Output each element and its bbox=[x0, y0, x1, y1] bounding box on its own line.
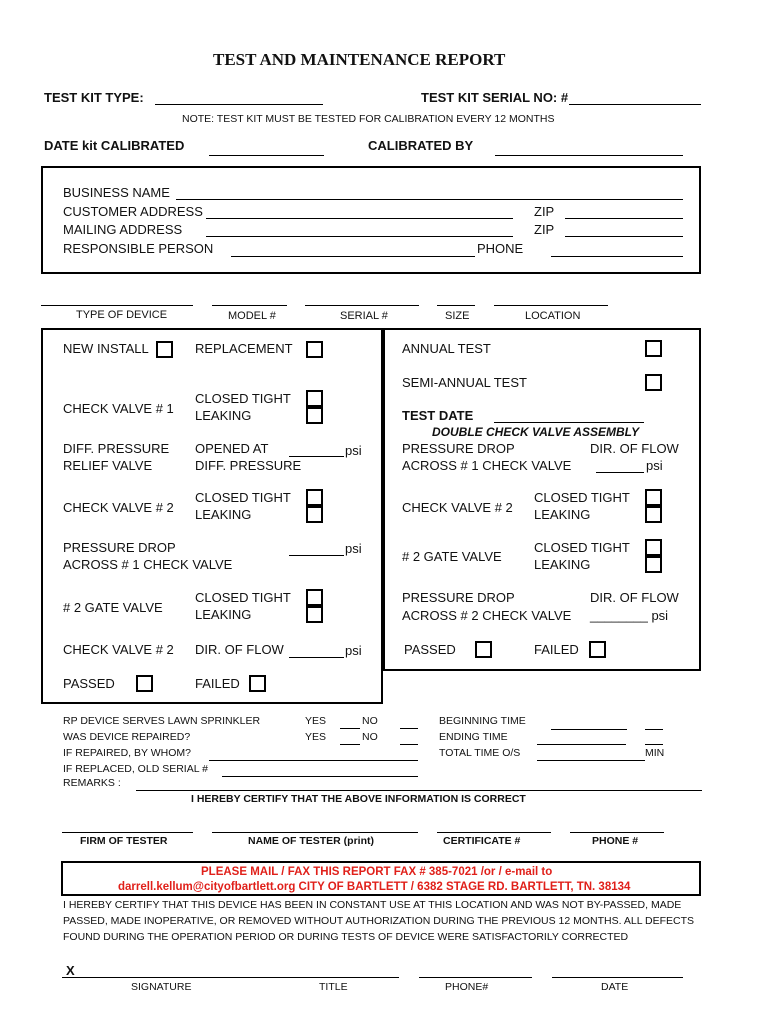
cv2-leaking-label: LEAKING bbox=[195, 507, 252, 522]
dca-gate-valve-2-label: # 2 GATE VALVE bbox=[402, 549, 502, 564]
dca-across-1-label: ACROSS # 1 CHECK VALVE bbox=[402, 458, 572, 473]
dca-pressure-drop-label: PRESSURE DROP bbox=[402, 441, 515, 456]
customer-phone-field[interactable] bbox=[551, 256, 683, 257]
dca-dir-flow-label-1: DIR. OF FLOW bbox=[590, 441, 679, 456]
gv2-leaking-label: LEAKING bbox=[195, 607, 252, 622]
annual-test-label: ANNUAL TEST bbox=[402, 341, 491, 356]
dca-gv2-closed-tight-label: CLOSED TIGHT bbox=[534, 540, 630, 555]
dca-cv2-leaking-checkbox[interactable] bbox=[645, 506, 662, 523]
signature-field[interactable] bbox=[62, 977, 399, 978]
calibrated-by-label: CALIBRATED BY bbox=[368, 138, 474, 153]
signature-x: X bbox=[66, 963, 75, 978]
device-type-label: TYPE OF DEVICE bbox=[76, 309, 168, 321]
phone-label: PHONE bbox=[477, 241, 524, 256]
test-kit-type-label: TEST KIT TYPE: bbox=[44, 90, 144, 105]
lawn-yes-field[interactable] bbox=[340, 728, 360, 729]
sig-phone-field[interactable] bbox=[419, 977, 532, 978]
passed-label: PASSED bbox=[63, 676, 115, 691]
opened-at-diff-label: DIFF. PRESSURE bbox=[195, 458, 302, 473]
repaired-no-field[interactable] bbox=[400, 744, 418, 745]
model-label: MODEL # bbox=[228, 310, 276, 322]
certificate-label: CERTIFICATE # bbox=[443, 835, 521, 847]
dca-psi-1: psi bbox=[646, 458, 663, 473]
gv2-closed-tight-checkbox[interactable] bbox=[306, 589, 323, 606]
beginning-time-label: BEGINNING TIME bbox=[439, 715, 526, 727]
tester-phone-field[interactable] bbox=[570, 832, 664, 833]
dca-across-2-label: ACROSS # 2 CHECK VALVE bbox=[402, 608, 572, 623]
pressure-drop-field[interactable] bbox=[289, 555, 344, 556]
title-label: TITLE bbox=[319, 981, 348, 993]
business-name-label: BUSINESS NAME bbox=[63, 185, 170, 200]
lawn-no-label: NO bbox=[362, 715, 378, 727]
remarks-field[interactable] bbox=[136, 790, 702, 791]
mailing-address-label: MAILING ADDRESS bbox=[63, 222, 183, 237]
relief-valve-label: RELIEF VALVE bbox=[63, 458, 153, 473]
dca-cv2-leaking-label: LEAKING bbox=[534, 507, 591, 522]
calibrated-by-field[interactable] bbox=[495, 155, 683, 156]
opened-at-field[interactable] bbox=[289, 456, 344, 457]
dca-cv2-closed-tight-checkbox[interactable] bbox=[645, 489, 662, 506]
dir-of-flow-label: DIR. OF FLOW bbox=[195, 642, 284, 657]
new-install-label: NEW INSTALL bbox=[63, 341, 149, 356]
sig-phone-label: PHONE# bbox=[445, 981, 489, 993]
dca-gv2-leaking-checkbox[interactable] bbox=[645, 556, 662, 573]
customer-zip-field[interactable] bbox=[565, 218, 683, 219]
business-name-field[interactable] bbox=[176, 199, 683, 200]
cv2-leaking-checkbox[interactable] bbox=[306, 506, 323, 523]
failed-label: FAILED bbox=[195, 676, 240, 691]
opened-at-psi: psi bbox=[345, 443, 362, 458]
failed-checkbox[interactable] bbox=[249, 675, 266, 692]
check-valve-2-label: CHECK VALVE # 2 bbox=[63, 500, 174, 515]
responsible-person-label: RESPONSIBLE PERSON bbox=[63, 241, 214, 256]
tester-name-label: NAME OF TESTER (print) bbox=[248, 835, 374, 847]
repaired-by-label: IF REPAIRED, BY WHOM? bbox=[63, 747, 191, 759]
signature-label: SIGNATURE bbox=[131, 981, 192, 993]
remarks-label: REMARKS : bbox=[63, 777, 121, 789]
certification-line-2: PASSED, MADE INOPERATIVE, OR REMOVED WITHOUT AUTHORIZATION DURING THE PREVIOUS 12 MONTHS. ALL DEFECTS bbox=[63, 915, 695, 927]
lawn-no-field[interactable] bbox=[400, 728, 418, 729]
gv2-leaking-checkbox[interactable] bbox=[306, 606, 323, 623]
tester-phone-label: PHONE # bbox=[592, 835, 639, 847]
repaired-yes-label: YES bbox=[305, 731, 327, 743]
zip-label-2: ZIP bbox=[534, 222, 555, 237]
old-serial-label: IF REPLACED, OLD SERIAL # bbox=[63, 763, 208, 775]
dca-gv2-closed-tight-checkbox[interactable] bbox=[645, 539, 662, 556]
opened-at-label: OPENED AT bbox=[195, 441, 269, 456]
ending-ampm-field[interactable] bbox=[645, 744, 663, 745]
mailing-address-field[interactable] bbox=[206, 236, 513, 237]
certificate-field[interactable] bbox=[437, 832, 551, 833]
page-title: TEST AND MAINTENANCE REPORT bbox=[213, 50, 506, 69]
customer-address-field[interactable] bbox=[206, 218, 513, 219]
check-valve-2-flow-label: CHECK VALVE # 2 bbox=[63, 642, 174, 657]
dca-passed-label: PASSED bbox=[404, 642, 456, 657]
date-calibrated-label: DATE kit CALIBRATED bbox=[44, 138, 185, 153]
dca-dir-flow-label-2: DIR. OF FLOW bbox=[590, 590, 679, 605]
ending-time-label: ENDING TIME bbox=[439, 731, 508, 743]
total-time-label: TOTAL TIME O/S bbox=[439, 747, 521, 759]
check-valve-1-label: CHECK VALVE # 1 bbox=[63, 401, 174, 416]
certification-line-1: I HEREBY CERTIFY THAT THIS DEVICE HAS BEEN IN CONSTANT USE AT THIS LOCATION AND WAS NOT BY-PASSED, MADE bbox=[63, 899, 682, 911]
certify-correct-statement: I HEREBY CERTIFY THAT THE ABOVE INFORMATION IS CORRECT bbox=[191, 793, 526, 805]
device-type-field[interactable] bbox=[41, 305, 193, 306]
cv2-closed-tight-label: CLOSED TIGHT bbox=[195, 490, 291, 505]
dca-pressure-drop-2-label: PRESSURE DROP bbox=[402, 590, 515, 605]
dir-of-flow-psi: psi bbox=[345, 643, 362, 658]
new-install-checkbox[interactable] bbox=[156, 341, 173, 358]
lawn-yes-label: YES bbox=[305, 715, 327, 727]
replacement-checkbox[interactable] bbox=[306, 341, 323, 358]
replacement-label: REPLACEMENT bbox=[195, 341, 293, 356]
tester-name-field[interactable] bbox=[212, 832, 418, 833]
dca-psi-2-field[interactable]: ________ psi bbox=[590, 608, 669, 623]
dca-failed-checkbox[interactable] bbox=[589, 641, 606, 658]
diff-pressure-label: DIFF. PRESSURE bbox=[63, 441, 170, 456]
gv2-closed-tight-label: CLOSED TIGHT bbox=[195, 590, 291, 605]
beginning-ampm-field[interactable] bbox=[645, 729, 663, 730]
customer-address-label: CUSTOMER ADDRESS bbox=[63, 204, 203, 219]
mail-line-2: darrell.kellum@cityofbartlett.org CITY OF BARTLETT / 6382 STAGE RD. BARTLETT, TN. 38134 bbox=[118, 881, 631, 893]
cv1-leaking-label: LEAKING bbox=[195, 408, 252, 423]
ending-time-field[interactable] bbox=[537, 744, 626, 745]
model-field[interactable] bbox=[212, 305, 287, 306]
dca-cv2-closed-tight-label: CLOSED TIGHT bbox=[534, 490, 630, 505]
test-kit-serial-label: TEST KIT SERIAL NO: # bbox=[421, 90, 569, 105]
test-kit-type-field[interactable] bbox=[155, 104, 323, 105]
date-calibrated-field[interactable] bbox=[209, 155, 324, 156]
dca-heading: DOUBLE CHECK VALVE ASSEMBLY bbox=[432, 425, 640, 439]
size-field[interactable] bbox=[437, 305, 475, 306]
responsible-person-field[interactable] bbox=[231, 256, 475, 257]
passed-checkbox[interactable] bbox=[136, 675, 153, 692]
serial-label: SERIAL # bbox=[340, 310, 388, 322]
firm-of-tester-field[interactable] bbox=[62, 832, 193, 833]
test-date-field[interactable] bbox=[494, 422, 644, 423]
dca-failed-label: FAILED bbox=[534, 642, 579, 657]
repaired-by-field[interactable] bbox=[209, 760, 418, 761]
test-kit-serial-field[interactable] bbox=[569, 104, 701, 105]
location-field[interactable] bbox=[494, 305, 608, 306]
semi-annual-label: SEMI-ANNUAL TEST bbox=[402, 375, 527, 390]
pressure-drop-psi: psi bbox=[345, 541, 362, 556]
mail-line-1: PLEASE MAIL / FAX THIS REPORT FAX # 385-7021 /or / e-mail to bbox=[201, 866, 553, 878]
cv1-closed-tight-checkbox[interactable] bbox=[306, 390, 323, 407]
dir-of-flow-field[interactable] bbox=[289, 657, 344, 658]
beginning-time-field[interactable] bbox=[551, 729, 627, 730]
dca-passed-checkbox[interactable] bbox=[475, 641, 492, 658]
zip-label-1: ZIP bbox=[534, 204, 555, 219]
dca-check-valve-2-label: CHECK VALVE # 2 bbox=[402, 500, 513, 515]
sig-date-field[interactable] bbox=[552, 977, 683, 978]
lawn-sprinkler-label: RP DEVICE SERVES LAWN SPRINKLER bbox=[63, 715, 261, 727]
semi-annual-checkbox[interactable] bbox=[645, 374, 662, 391]
dca-pressure-drop-field[interactable] bbox=[596, 472, 644, 473]
cv1-leaking-checkbox[interactable] bbox=[306, 407, 323, 424]
total-time-field[interactable] bbox=[537, 760, 645, 761]
calibration-note: NOTE: TEST KIT MUST BE TESTED FOR CALIBRATION EVERY 12 MONTHS bbox=[182, 113, 555, 125]
cv1-closed-tight-label: CLOSED TIGHT bbox=[195, 391, 291, 406]
gate-valve-2-label: # 2 GATE VALVE bbox=[63, 600, 163, 615]
old-serial-field[interactable] bbox=[222, 776, 418, 777]
pressure-drop-label: PRESSURE DROP bbox=[63, 540, 176, 555]
serial-field[interactable] bbox=[305, 305, 419, 306]
location-label: LOCATION bbox=[525, 310, 581, 322]
min-label: MIN bbox=[645, 747, 665, 759]
annual-test-checkbox[interactable] bbox=[645, 340, 662, 357]
firm-of-tester-label: FIRM OF TESTER bbox=[80, 835, 168, 847]
device-repaired-label: WAS DEVICE REPAIRED? bbox=[63, 731, 191, 743]
test-date-label: TEST DATE bbox=[402, 408, 474, 423]
certification-line-3: FOUND DURING THE OPERATION PERIOD OR DURING TESTS OF DEVICE WERE SATISFACTORILY CORRECTED bbox=[63, 931, 629, 943]
customer-info-box bbox=[41, 166, 701, 274]
sig-date-label: DATE bbox=[601, 981, 629, 993]
size-label: SIZE bbox=[445, 310, 470, 322]
repaired-yes-field[interactable] bbox=[340, 744, 360, 745]
dca-gv2-leaking-label: LEAKING bbox=[534, 557, 591, 572]
mailing-zip-field[interactable] bbox=[565, 236, 683, 237]
cv2-closed-tight-checkbox[interactable] bbox=[306, 489, 323, 506]
repaired-no-label: NO bbox=[362, 731, 378, 743]
across-1-label: ACROSS # 1 CHECK VALVE bbox=[63, 557, 233, 572]
